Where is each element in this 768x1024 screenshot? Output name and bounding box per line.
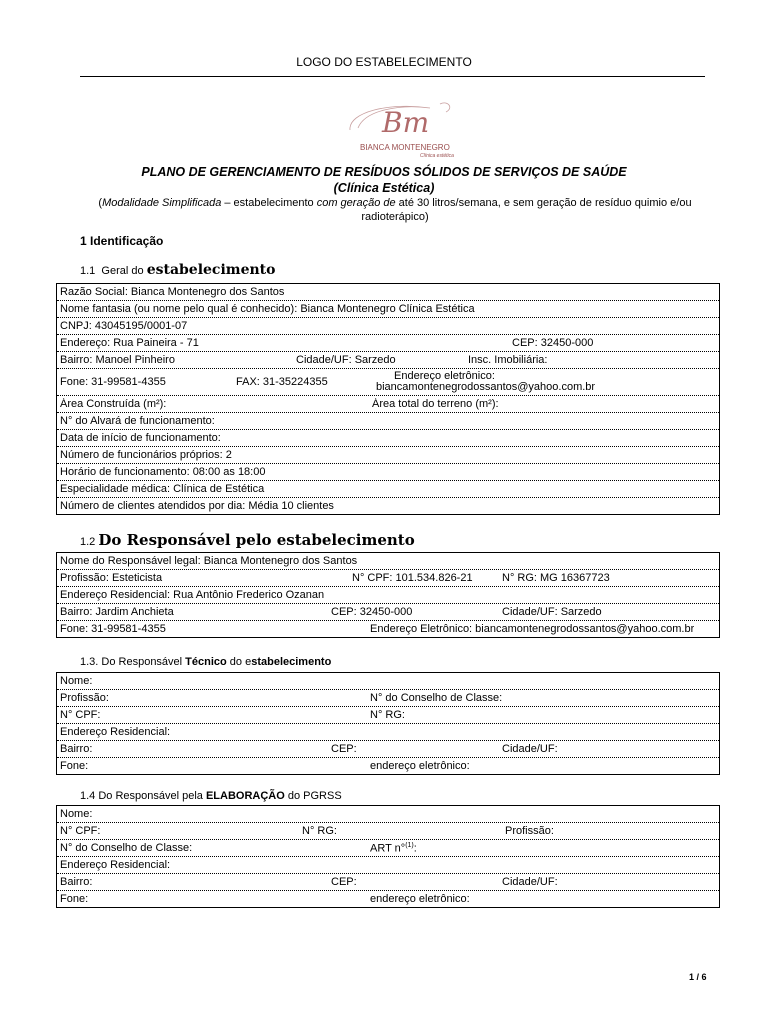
- area-total: Área total do terreno (m²):: [372, 398, 499, 411]
- art-label: ART n°: [370, 842, 406, 855]
- elaborador-conselho: N° do Conselho de Classe:: [60, 842, 193, 854]
- elaborador-rg: N° RG:: [302, 825, 337, 838]
- logo-monogram: Bm: [382, 106, 430, 139]
- elaboration-responsible-table: [56, 805, 720, 908]
- cidade-uf: Cidade/UF: Sarzedo: [296, 354, 396, 367]
- clientes-por-dia: Número de clientes atendidos por dia: Média 10 clientes: [60, 500, 334, 512]
- header-divider: [80, 76, 705, 77]
- razao-social: Razão Social: Bianca Montenegro dos Santos: [57, 284, 720, 301]
- section-1-4-heading: [80, 790, 342, 802]
- fone: Fone: 31-99581-4355: [60, 376, 166, 388]
- fax: FAX: 31-35224355: [236, 376, 328, 388]
- section-1-1-prefix: Geral do: [101, 265, 144, 277]
- responsavel-fone: Fone: 31-99581-4355: [60, 623, 166, 636]
- responsavel-cpf: N° CPF: 101.534.826-21: [352, 572, 473, 585]
- tecnico-contato-row: [57, 758, 720, 775]
- elaborador-bairro: Bairro:: [60, 876, 93, 889]
- elaborador-profissao: Profissão:: [505, 825, 554, 838]
- responsavel-cep: CEP: 32450-000: [331, 606, 413, 619]
- endereco-row: [57, 335, 720, 352]
- elaborador-art: [370, 842, 417, 855]
- modality-open: (: [98, 197, 103, 209]
- bianca-montenegro-logo: [330, 98, 465, 160]
- technical-responsible-table: [56, 672, 720, 775]
- elaborador-conselho-row: [57, 840, 720, 857]
- responsavel-rg: N° RG: MG 16367723: [502, 572, 610, 585]
- responsavel-profissao: Profissão: Esteticista: [60, 572, 163, 585]
- elaborador-nome: Nome:: [57, 806, 720, 823]
- cnpj: CNPJ: 43045195/0001-07: [57, 318, 720, 335]
- endereco: Endereço: Rua Paineira - 71: [60, 337, 199, 350]
- tecnico-cidade: Cidade/UF:: [502, 743, 558, 756]
- responsavel-bairro-row: [57, 604, 720, 621]
- email-value: biancamontenegrodossantos@yahoo.com.br: [376, 381, 596, 393]
- section-1-3-bold-2: stabelecimento: [251, 656, 332, 668]
- elaborador-bairro-row: [57, 874, 720, 891]
- endereco-eletronico: [376, 371, 706, 393]
- responsavel-endereco: Endereço Residencial: Rua Antônio Frederico Ozanan: [57, 587, 720, 604]
- art-colon: :: [413, 842, 417, 855]
- section-1-3-prefix: 1.3. Do Responsável: [80, 656, 186, 668]
- document-title: PLANO DE GERENCIAMENTO DE RESÍDUOS SÓLIDOS DE SERVIÇOS DE SAÚDE: [141, 165, 627, 179]
- data-inicio: Data de início de funcionamento:: [57, 430, 720, 447]
- section-1-1-number: 1.1: [80, 265, 96, 277]
- tecnico-nome: Nome:: [57, 673, 720, 690]
- section-1-2-title: Do Responsável pelo estabelecimento: [98, 531, 415, 549]
- bairro-row: [57, 352, 720, 369]
- tecnico-email: endereço eletrônico:: [370, 760, 470, 773]
- tecnico-conselho: N° do Conselho de Classe:: [370, 692, 503, 705]
- tecnico-cep: CEP:: [331, 743, 357, 756]
- responsavel-profissao-row: [57, 570, 720, 587]
- section-1-2-number: 1.2: [80, 536, 96, 548]
- tecnico-profissao-row: [57, 690, 720, 707]
- art-footnote: (1): [405, 841, 414, 849]
- elaborador-email: endereço eletrônico:: [370, 893, 470, 906]
- elaborador-cep: CEP:: [331, 876, 357, 889]
- section-1-1-heading: [80, 262, 275, 278]
- section-1-4-suffix: do PGRSS: [284, 790, 342, 802]
- contato-row: [57, 369, 720, 396]
- section-1-2-heading: [80, 531, 415, 549]
- tecnico-bairro-row: [57, 741, 720, 758]
- page-number: 1 / 6: [689, 972, 707, 982]
- alvara: N° do Alvará de funcionamento:: [57, 413, 720, 430]
- tecnico-bairro: Bairro:: [60, 743, 93, 756]
- area-construida: Área Construída (m²):: [60, 398, 167, 411]
- elaborador-cpf: N° CPF:: [60, 825, 101, 838]
- section-1-1-title: estabelecimento: [146, 262, 276, 278]
- document-subtitle: (Clínica Estética): [333, 181, 435, 195]
- modality-note: [70, 196, 720, 224]
- modality-text-1: – estabelecimento: [221, 197, 317, 209]
- modality-italic-2: com geração de: [316, 197, 396, 209]
- elaborador-cidade: Cidade/UF:: [502, 876, 558, 889]
- section-1-3-mid: do e: [226, 656, 252, 668]
- nome-fantasia: Nome fantasia (ou nome pelo qual é conhecido): Bianca Montenegro Clínica Estética: [57, 301, 720, 318]
- modality-text-2: até 30 litros/semana, e sem geração de resíduo quimio e/ou radioterápico): [361, 197, 692, 223]
- cep: CEP: 32450-000: [512, 337, 594, 350]
- tecnico-profissao: Profissão:: [60, 692, 109, 705]
- tecnico-rg: N° RG:: [370, 709, 405, 722]
- logo-name: BIANCA MONTENEGRO: [360, 143, 450, 152]
- tecnico-cpf: N° CPF:: [60, 709, 101, 722]
- horario-funcionamento: Horário de funcionamento: 08:00 as 18:00: [57, 464, 720, 481]
- modality-italic-1: Modalidade Simplificada: [102, 197, 222, 209]
- email-label: Endereço eletrônico:: [394, 371, 495, 382]
- section-1-4-prefix: 1.4 Do Responsável pela: [80, 790, 206, 802]
- responsavel-nome: Nome do Responsável legal: Bianca Montenegro dos Santos: [57, 553, 720, 570]
- responsavel-cidade: Cidade/UF: Sarzedo: [502, 606, 602, 619]
- tecnico-endereco: Endereço Residencial:: [57, 724, 720, 741]
- bairro: Bairro: Manoel Pinheiro: [60, 354, 175, 367]
- elaborador-documentos-row: [57, 823, 720, 840]
- logo-placeholder-text: LOGO DO ESTABELECIMENTO: [296, 55, 472, 69]
- responsavel-email: Endereço Eletrônico: biancamontenegrodossantos@yahoo.com.br: [370, 623, 695, 636]
- section-1-4-bold: ELABORAÇÃO: [205, 790, 285, 802]
- section-1-3-heading: [80, 656, 331, 668]
- responsible-table: [56, 552, 720, 638]
- section-1-heading: 1 Identificação: [80, 234, 164, 248]
- tecnico-documentos-row: [57, 707, 720, 724]
- numero-funcionarios: Número de funcionários próprios: 2: [57, 447, 720, 464]
- elaborador-endereco: Endereço Residencial:: [57, 857, 720, 874]
- section-1-3-bold-1: Técnico: [185, 656, 227, 668]
- logo-tagline: Clínica estética: [420, 153, 454, 159]
- general-establishment-table: [56, 283, 720, 515]
- especialidade-medica: Especialidade médica: Clínica de Estética: [57, 481, 720, 498]
- responsavel-contato-row: [57, 621, 720, 638]
- elaborador-fone: Fone:: [60, 893, 89, 906]
- elaborador-contato-row: [57, 891, 720, 908]
- insc-imobiliaria: Insc. Imobiliária:: [468, 354, 548, 367]
- tecnico-fone: Fone:: [60, 760, 89, 773]
- responsavel-bairro: Bairro: Jardim Anchieta: [60, 606, 174, 619]
- area-row: [57, 396, 720, 413]
